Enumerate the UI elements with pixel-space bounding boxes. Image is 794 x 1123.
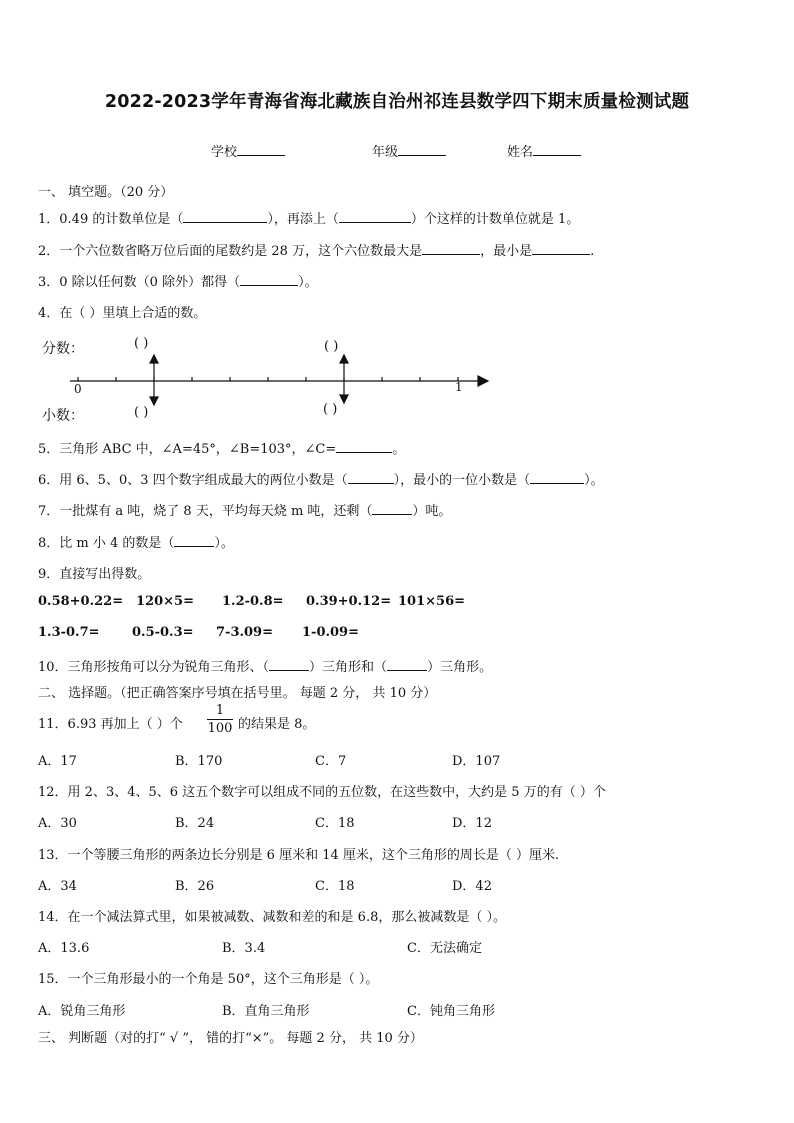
school-field[interactable]: 学校	[211, 141, 285, 160]
calc-item: 0.5-0.3=	[132, 625, 194, 640]
option-b[interactable]: B．170	[175, 754, 223, 769]
option-c[interactable]: C．钝角三角形	[407, 1004, 495, 1019]
up-arrow-icon	[340, 355, 348, 363]
option-c[interactable]: C．无法确定	[407, 941, 482, 956]
up-arrow-icon	[150, 355, 158, 363]
arrow-head-icon	[478, 376, 488, 386]
grade-field[interactable]: 年级	[372, 141, 446, 160]
section-2-heading: 二、 选择题。（把正确答案序号填在括号里。 每题 2 分， 共 10 分）	[38, 686, 437, 701]
question-4: 4．在（ ）里填上合适的数。	[38, 306, 207, 321]
zero-label: 0	[74, 382, 82, 396]
question-11-tail: 的结果是 8。	[238, 717, 316, 732]
option-b[interactable]: B．24	[175, 816, 215, 831]
decimal-label: 小数：	[42, 408, 84, 424]
question-5: 5．三角形 ABC 中，∠A=45°，∠B=103°，∠C= 。	[38, 442, 406, 457]
calc-item: 1.3-0.7=	[38, 625, 100, 640]
fraction: $\frac{1}{100}$	[207, 703, 233, 736]
down-arrow-icon	[340, 395, 348, 403]
answer-paren: ( )	[324, 339, 339, 354]
calc-item: 1.2-0.8=	[222, 594, 284, 609]
option-b[interactable]: B．26	[175, 879, 215, 894]
option-d[interactable]: D．42	[452, 879, 492, 894]
option-c[interactable]: C．18	[315, 816, 355, 831]
question-13: 13．一个等腰三角形的两条边长分别是 6 厘米和 14 厘米，这个三角形的周长是（ ）厘米.	[38, 848, 560, 863]
question-15: 15．一个三角形最小的一个角是 50°，这个三角形是（ ）。	[38, 972, 379, 987]
calc-item: 0.39+0.12=	[306, 594, 392, 609]
option-a[interactable]: A．锐角三角形	[38, 1004, 126, 1019]
calc-item: 1-0.09=	[302, 625, 359, 640]
option-b[interactable]: B．3.4	[222, 941, 266, 956]
option-a[interactable]: A．13.6	[38, 941, 90, 956]
calc-item: 101×56=	[398, 594, 466, 609]
name-field[interactable]: 姓名	[507, 141, 581, 160]
option-c[interactable]: C．7	[315, 754, 347, 769]
section-1-heading: 一、 填空题。（20 分）	[38, 185, 174, 200]
option-b[interactable]: B．直角三角形	[222, 1004, 310, 1019]
question-3: 3．0 除以任何数（0 除外）都得（ ）。	[38, 275, 318, 290]
calc-item: 120×5=	[136, 594, 194, 609]
question-14: 14．在一个减法算式里，如果被减数、减数和差的和是 6.8，那么被减数是（ ）。	[38, 910, 506, 925]
question-12: 12．用 2、3、4、5、6 这五个数字可以组成不同的五位数，在这些数中，大约是 5 万的有（ ）个	[38, 785, 606, 800]
answer-paren: ( )	[134, 336, 149, 351]
question-6: 6．用 6、5、0、3 四个数字组成最大的两位小数是（ ），最小的一位小数是（ ）。	[38, 473, 604, 488]
option-a[interactable]: A．34	[38, 879, 77, 894]
question-1: 1．0.49 的计数单位是（ ），再添上（ ）个这样的计数单位就是 1。	[38, 212, 580, 227]
question-8: 8．比 m 小 4 的数是（ ）。	[38, 536, 234, 551]
one-label: 1	[455, 380, 463, 394]
calc-item: 7-3.09=	[216, 625, 273, 640]
question-7: 7．一批煤有 a 吨，烧了 8 天，平均每天烧 m 吨，还剩（ ）吨。	[38, 504, 452, 519]
down-arrow-icon	[150, 397, 158, 405]
fraction-label: 分数：	[42, 341, 84, 357]
answer-paren: ( )	[323, 402, 338, 417]
calc-item: 0.58+0.22=	[38, 594, 124, 609]
answer-paren: ( )	[134, 405, 149, 420]
question-11: 11．6.93 再加上（ ）个	[38, 717, 183, 732]
question-9: 9．直接写出得数。	[38, 567, 151, 582]
question-2: 2．一个六位数省略万位后面的尾数约是 28 万，这个六位数最大是 ，最小是 .	[38, 244, 595, 259]
question-10: 10．三角形按角可以分为锐角三角形、（ ）三角形和（ ）三角形。	[38, 660, 493, 675]
option-c[interactable]: C．18	[315, 879, 355, 894]
option-d[interactable]: D．12	[452, 816, 492, 831]
option-a[interactable]: A．30	[38, 816, 77, 831]
page-title: 2022-2023学年青海省海北藏族自治州祁连县数学四下期末质量检测试题	[104, 92, 690, 112]
section-3-heading: 三、 判断题（对的打“ √ ”， 错的打“×”。 每题 2 分， 共 10 分）	[38, 1031, 423, 1046]
option-a[interactable]: A．17	[38, 754, 77, 769]
option-d[interactable]: D．107	[452, 754, 501, 769]
